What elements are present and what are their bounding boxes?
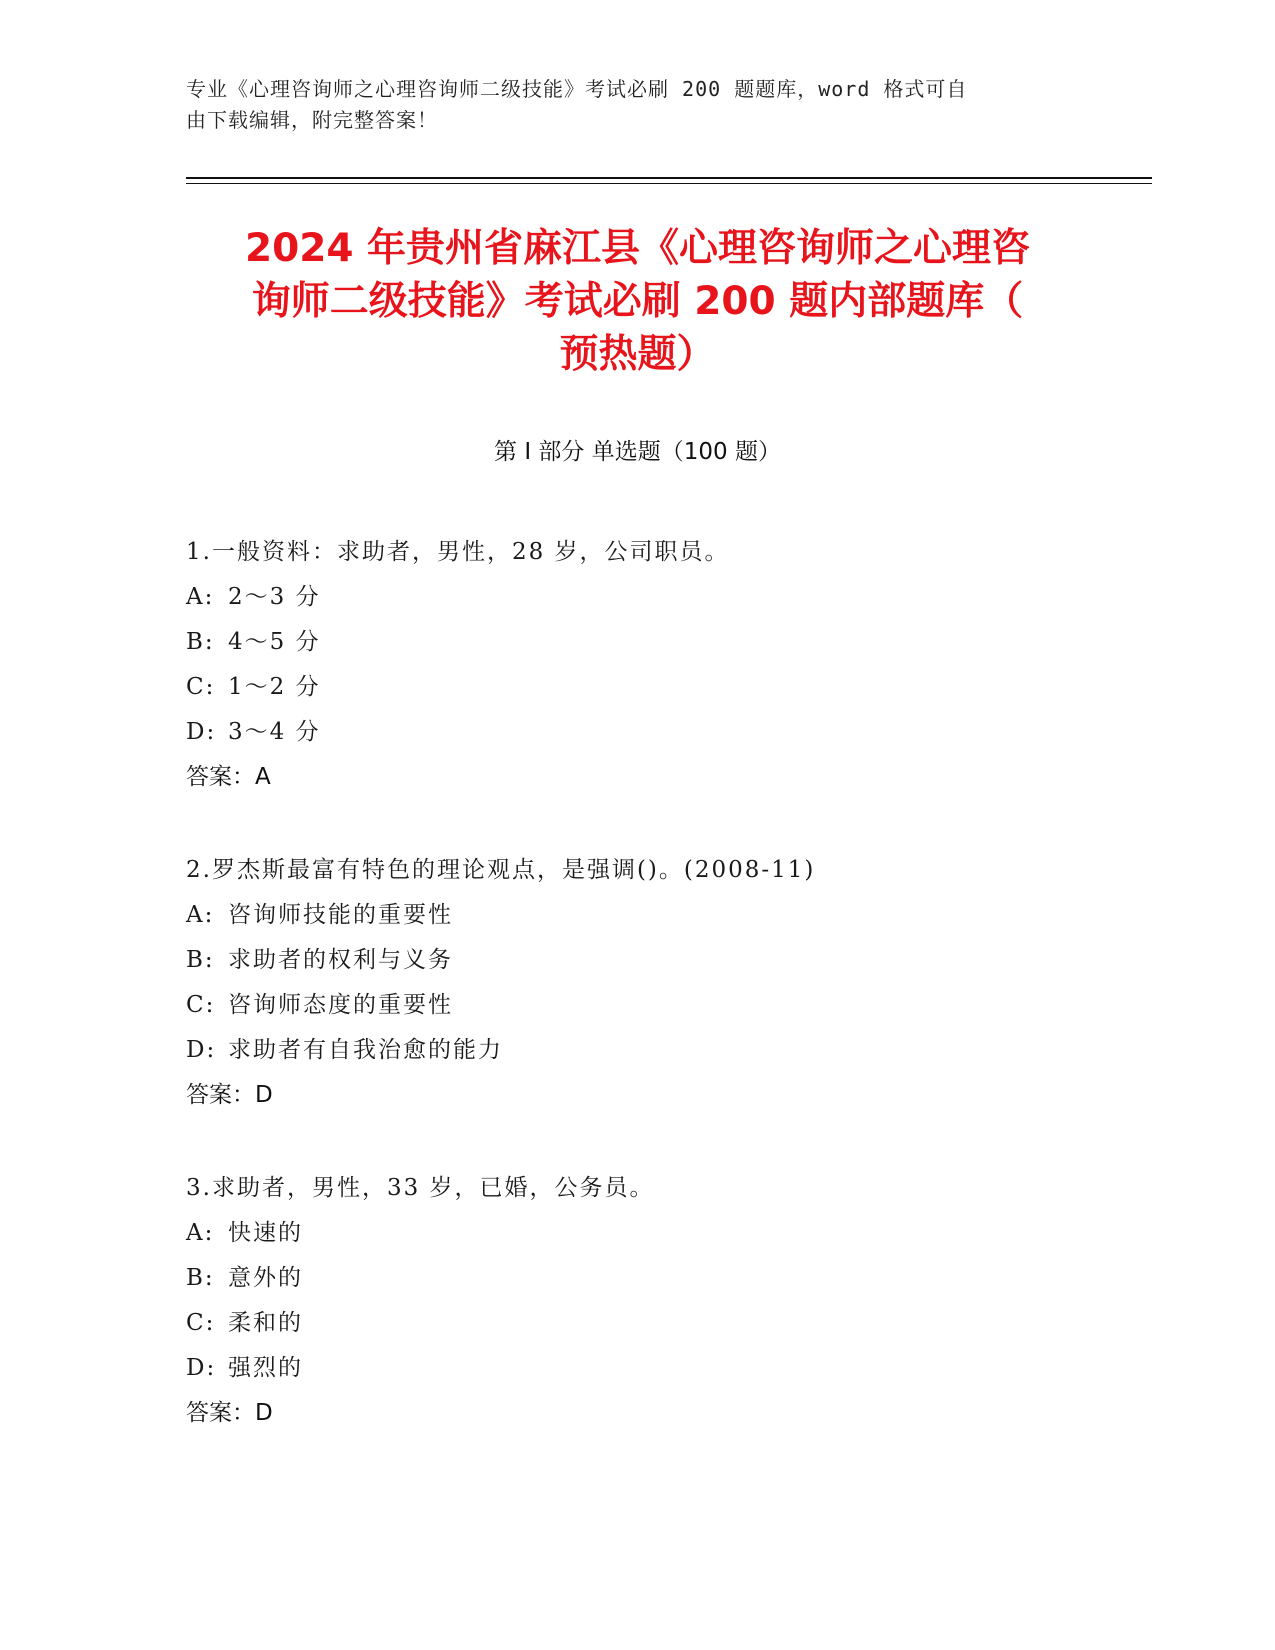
question-stem: 1.一般资料：求助者，男性，28 岁，公司职员。 <box>186 539 730 565</box>
option-text: 咨询师技能的重要性 <box>228 902 453 928</box>
option-b <box>186 620 1136 665</box>
option-d <box>186 1346 1136 1391</box>
option-text: 求助者有自我治愈的能力 <box>228 1037 503 1063</box>
option-a <box>186 893 1136 938</box>
option-key: A: <box>186 584 215 610</box>
option-key: D: <box>186 719 217 745</box>
header-note-line: 专业《心理咨询师之心理咨询师二级技能》考试必刷 200 题题库，word 格式可自 <box>186 77 968 101</box>
option-b <box>186 938 1136 983</box>
option-key: C: <box>186 674 216 700</box>
question-item <box>186 530 1136 800</box>
header-note <box>186 74 1066 136</box>
option-c <box>186 983 1136 1028</box>
option-b <box>186 1256 1136 1301</box>
option-a <box>186 1211 1136 1256</box>
header-note-line: 由下载编辑，附完整答案！ <box>186 108 438 132</box>
option-key: B: <box>186 947 215 973</box>
option-text: 柔和的 <box>228 1310 303 1336</box>
document-title <box>150 222 1125 381</box>
option-text: 3～4 分 <box>228 719 321 745</box>
option-key: D: <box>186 1355 217 1381</box>
option-text: 2～3 分 <box>228 584 321 610</box>
option-text: 求助者的权利与义务 <box>228 947 453 973</box>
option-key: C: <box>186 992 216 1018</box>
option-key: A: <box>186 1220 215 1246</box>
question-item <box>186 848 1136 1118</box>
option-d <box>186 1028 1136 1073</box>
option-key: B: <box>186 629 215 655</box>
option-text: 意外的 <box>228 1265 303 1291</box>
document-title-line: 2024 年贵州省麻江县《心理咨询师之心理咨 <box>244 226 1031 271</box>
question-stem: 2.罗杰斯最富有特色的理论观点，是强调()。(2008-11) <box>186 857 816 883</box>
option-c <box>186 665 1136 710</box>
section-heading: 第 I 部分 单选题（100 题） <box>494 439 781 465</box>
header-divider-thin <box>186 183 1152 184</box>
option-key: B: <box>186 1265 215 1291</box>
option-text: 咨询师态度的重要性 <box>228 992 453 1018</box>
header-divider-thick <box>186 177 1152 179</box>
option-text: 强烈的 <box>228 1355 303 1381</box>
answer-line: 答案：D <box>186 1082 273 1108</box>
option-c <box>186 1301 1136 1346</box>
option-text: 1～2 分 <box>228 674 321 700</box>
question-stem: 3.求助者，男性，33 岁，已婚，公务员。 <box>186 1175 655 1201</box>
option-key: D: <box>186 1037 217 1063</box>
document-title-line: 询师二级技能》考试必刷 200 题内部题库（ <box>251 279 1024 324</box>
option-text: 快速的 <box>228 1220 303 1246</box>
document-title-line: 预热题） <box>559 332 716 377</box>
question-item <box>186 1166 1136 1436</box>
option-a <box>186 575 1136 620</box>
answer-line: 答案：D <box>186 1400 273 1426</box>
option-d <box>186 710 1136 755</box>
option-key: C: <box>186 1310 216 1336</box>
option-text: 4～5 分 <box>228 629 321 655</box>
option-key: A: <box>186 902 215 928</box>
answer-line: 答案：A <box>186 764 271 790</box>
